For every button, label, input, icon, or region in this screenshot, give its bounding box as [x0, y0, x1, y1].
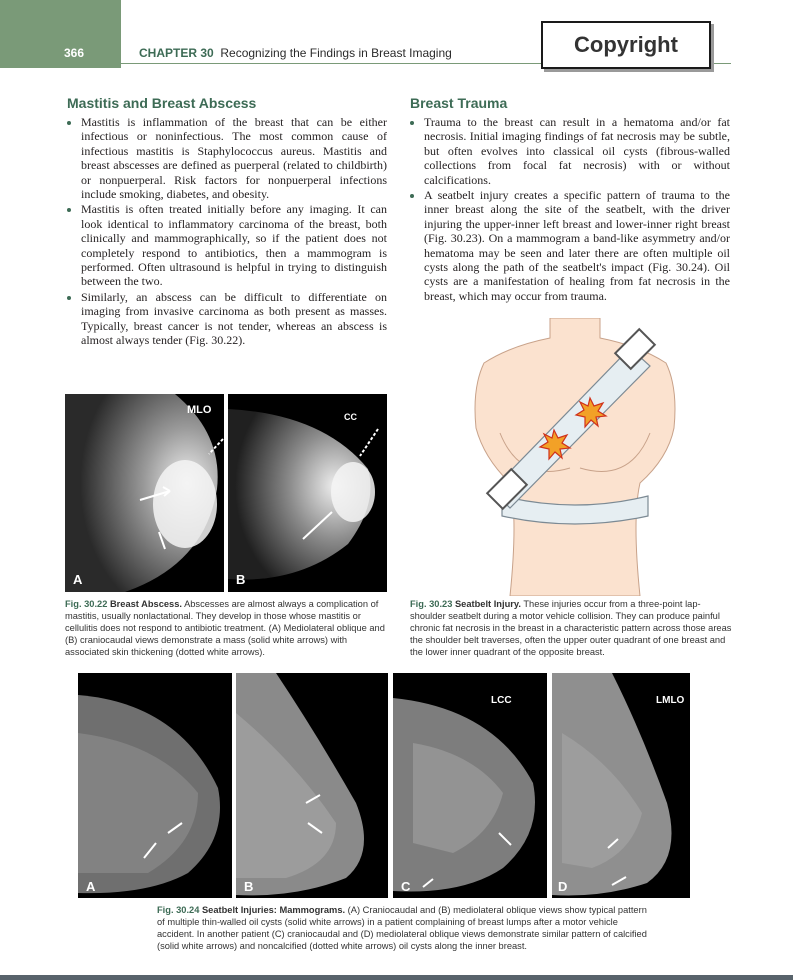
view-label-lmlo: LMLO — [656, 695, 685, 706]
mammogram-cc-image — [228, 394, 387, 592]
view-label-lcc: LCC — [491, 695, 512, 706]
fig24-caption — [157, 904, 647, 952]
copyright-watermark: Copyright — [541, 21, 711, 69]
fig23-seatbelt-illustration — [470, 318, 680, 596]
view-label-cc: CC — [344, 412, 357, 422]
section-title-trauma: Breast Trauma — [410, 95, 508, 111]
mammogram-mlo-image — [65, 394, 224, 592]
fig22-panel-a-mammogram — [65, 394, 224, 592]
fig22-caption — [65, 598, 387, 658]
mammogram-lmlo-image — [552, 673, 690, 898]
bullet-item: • Trauma to the breast can result in a hematoma and/or fat necrosis. Initial imaging findings of fat necrosis may be subtle, but often evolves into classical oil cysts (fibrous-walled collections from focal fat necrosis) with or without calcifications. — [424, 115, 730, 187]
fig24-panel-c-mammogram — [393, 673, 547, 898]
fig23-caption — [410, 598, 732, 658]
trauma-bullets — [410, 115, 730, 303]
bottom-rule — [0, 975, 793, 980]
bullet-item: • A seatbelt injury creates a specific pattern of trauma to the inner breast along the site of the seatbelt, with the driver injuring the upper-inner left breast and lower-inner right breast (Fig. 30.23). On a mammogram a band-like asymmetry and/or hematoma may be seen and later there are often multiple oil cysts along the path of the seatbelt's impact (Fig. 30.24). Oil cysts are a manifestation of healing from fat necrosis in the breast, which may occur from trauma. — [424, 188, 730, 303]
panel-label-c: C — [401, 879, 411, 894]
fig-number: Fig. 30.24 — [157, 905, 200, 915]
panel-label-d: D — [558, 879, 568, 894]
fig-title: Seatbelt Injury. — [454, 599, 521, 609]
panel-label-b: B — [236, 572, 246, 587]
panel-label-a: A — [73, 572, 83, 587]
running-header — [139, 46, 452, 60]
page-number: 366 — [64, 46, 85, 60]
fig24-panel-d-mammogram — [552, 673, 690, 898]
mammogram-mlo-image — [236, 673, 388, 898]
chapter-label: CHAPTER 30 — [139, 46, 214, 60]
mammogram-lcc-image — [393, 673, 547, 898]
mastitis-section — [67, 95, 387, 349]
bullet-item: • Similarly, an abscess can be difficult to differentiate on imaging from invasive carcinoma as both present as masses. Typically, breast cancer is not tender, whereas an abscess is almost always tender (Fig. 30.22). — [81, 290, 387, 348]
section-title-mastitis: Mastitis and Breast Abscess — [67, 95, 257, 111]
fig24-panel-a-mammogram — [78, 673, 232, 898]
fig24-panel-b-mammogram — [236, 673, 388, 898]
chapter-title: Recognizing the Findings in Breast Imaging — [220, 46, 452, 60]
panel-label-b: B — [244, 879, 254, 894]
caption-text: These injuries occur from a three-point lap-shoulder seatbelt during a motor vehicle collision. They can produce painful chronic fat necrosis in the breast in a characteristic pattern across those areas the shoulder belt traverses, often the upper outer quadrant of one breast and the lower inner quadrant of the opposite breast. — [410, 599, 732, 657]
bullet-item: • Mastitis is inflammation of the breast that can be either infectious or noninfectious. The most common cause of infectious mastitis is Staphylococcus aureus. Mastitis and breast abscesses are defined as puerperal (related to childbirth) or nonpuerperal. Risk factors for nonpuerperal infections include smoking, diabetes, and obesity. — [81, 115, 387, 201]
fig-title: Breast Abscess. — [109, 599, 182, 609]
chapter-tab — [0, 0, 121, 68]
caption-text: Abscesses are almost always a complication of mastitis, usually nonlactational. They develop in those whose mastitis or cellulitis does not respond to antibiotic treatment. (A) Mediolateral oblique and (B) craniocaudal views demonstrate a mass (solid white arrows) with associated skin thickening (dotted white arrows). — [65, 599, 385, 657]
fig-number: Fig. 30.22 — [65, 599, 108, 609]
fig-number: Fig. 30.23 — [410, 599, 453, 609]
trauma-section — [410, 95, 730, 304]
view-label-mlo: MLO — [187, 404, 212, 416]
caption-text: (A) Craniocaudal and (B) mediolateral oblique views show typical pattern of multiple thin-walled oil cysts (solid white arrows) in a patient complaining of breast lumps after a motor vehicle accident. In another patient (C) craniocaudal and (D) mediolateral oblique views demonstrate similar pattern of calcified (solid white arrows) and noncalcified (dotted white arrows) oil cysts along the inner breast. — [157, 905, 647, 951]
fig-title: Seatbelt Injuries: Mammograms. — [201, 905, 346, 915]
fig22-panel-b-mammogram — [228, 394, 387, 592]
mastitis-bullets — [67, 115, 387, 348]
torso-seatbelt-drawing — [470, 318, 680, 596]
mammogram-cc-image — [78, 673, 232, 898]
panel-label-a: A — [86, 879, 96, 894]
bullet-item: • Mastitis is often treated initially before any imaging. It can look identical to inflammatory carcinoma of the breast, both clinically and mammographically, so if the patient does not completely respond to antibiotics, then a mammogram is performed. Often ultrasound is helpful in trying to distinguish between the two. — [81, 202, 387, 288]
